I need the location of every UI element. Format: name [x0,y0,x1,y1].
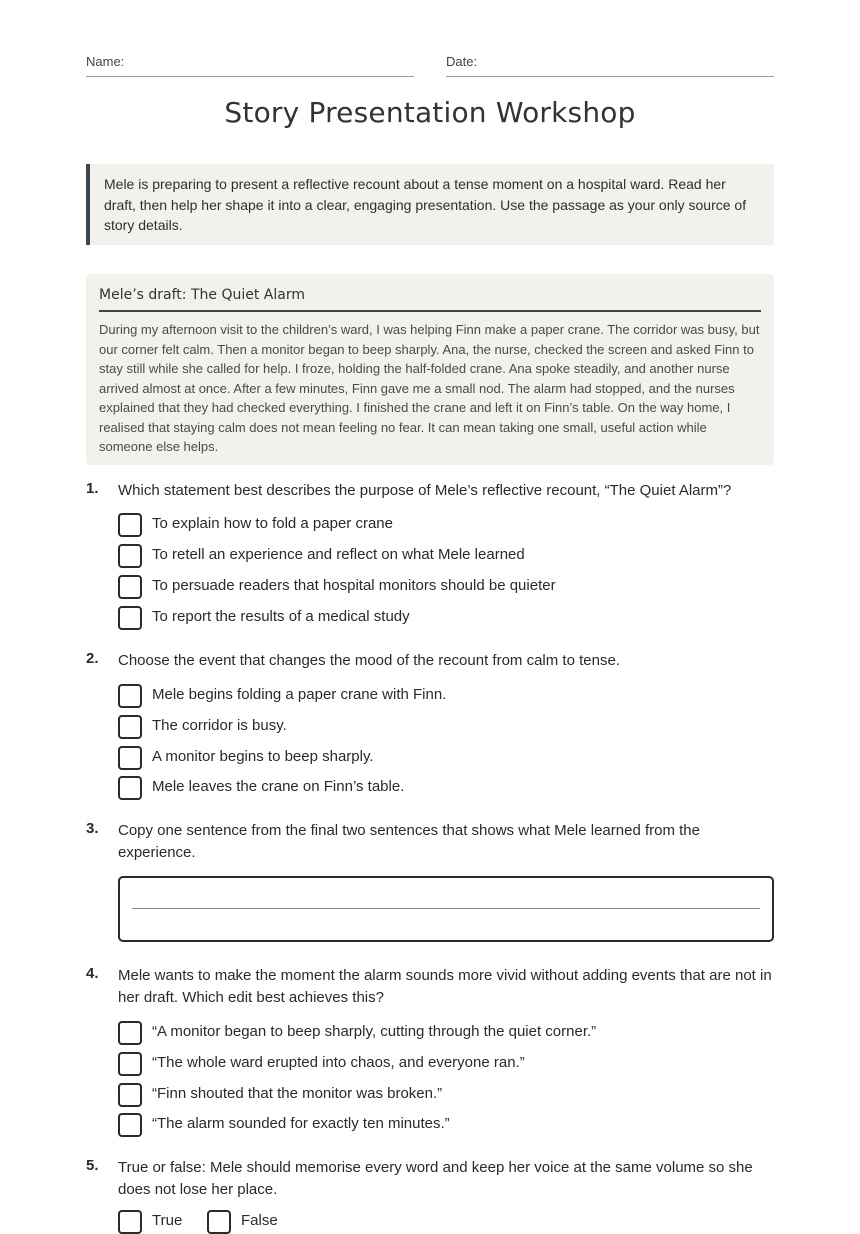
question-text: Copy one sentence from the final two sentences that shows what Mele learned from the experience. [118,822,700,861]
checkbox[interactable] [118,746,142,770]
question-2 [86,650,774,795]
question-text: Mele wants to make the moment the alarm sounds more vivid without adding events that are not in her draft. Which edit best achieves this? [118,967,772,1006]
question-text: Which statement best describes the purpose of Mele’s reflective recount, “The Quiet Alarm”? [118,482,732,499]
option-label: To retell an experience and reflect on what Mele learned [152,546,525,563]
option-label: A monitor begins to beep sharply. [152,748,374,765]
question-number: 5. [86,1157,99,1174]
option-label: True [152,1212,183,1229]
checkbox[interactable] [118,684,142,708]
intro-callout: Mele is preparing to present a reflective recount about a tense moment on a hospital ward. Read her draft, then help her shape it into a clear, engaging presentation. Use the passage as your only source of story details. [86,164,774,245]
checkbox[interactable] [207,1210,231,1234]
date-label: Date: [446,54,478,69]
checkbox[interactable] [118,544,142,568]
answer-line [132,908,760,909]
checkbox[interactable] [118,513,142,537]
option-label: To persuade readers that hospital monitors should be quieter [152,577,556,594]
option-label: The corridor is busy. [152,717,287,734]
option-label: “A monitor began to beep sharply, cutting through the quiet corner.” [152,1023,597,1040]
option-label: “Finn shouted that the monitor was broken.” [152,1085,443,1102]
checkbox[interactable] [118,1210,142,1234]
name-label: Name: [86,54,125,69]
option-label: Mele leaves the crane on Finn’s table. [152,778,405,795]
checkbox[interactable] [118,1052,142,1076]
question-text: Choose the event that changes the mood of the recount from calm to tense. [118,652,620,669]
date-field[interactable] [446,54,774,77]
question-text: True or false: Mele should memorise every word and keep her voice at the same volume so she does not lose her place. [118,1159,753,1198]
draft-text: During my afternoon visit to the children’s ward, I was helping Finn make a paper crane. The corridor was busy, but our corner felt calm. Then a monitor began to beep sharply. Ana, the nurse, checked the screen and asked Finn to stay still while she called for help. I froze, holding the half-folded crane. Ana spoke steadily, and another nurse arrived almost at once. After a few minutes, Finn gave me a small nod. The alarm had stopped, and the nurses explained that they had checked everything. I finished the crane and left it on Finn’s table. On the way home, I realised that staying calm does not mean feeling no fear. It can mean taking one small, useful action while someone else helps. [99,322,760,454]
checkbox[interactable] [118,715,142,739]
checkbox[interactable] [118,1113,142,1137]
question-number: 4. [86,965,99,982]
draft-panel [86,274,774,465]
option-label: To report the results of a medical study [152,608,410,625]
question-number: 1. [86,480,99,497]
answer-box[interactable] [118,876,774,942]
checkbox[interactable] [118,776,142,800]
checkbox[interactable] [118,1083,142,1107]
option-label: False [241,1212,278,1229]
question-number: 2. [86,650,99,667]
question-5 [86,1157,774,1229]
page-title: Story Presentation Workshop [224,96,636,129]
checkbox[interactable] [118,1021,142,1045]
name-field[interactable] [86,54,414,77]
question-number: 3. [86,820,99,837]
option-label: “The alarm sounded for exactly ten minutes.” [152,1115,450,1132]
question-1 [86,480,774,625]
option-label: To explain how to fold a paper crane [152,515,393,532]
question-3 [86,820,774,864]
option-label: “The whole ward erupted into chaos, and everyone ran.” [152,1054,525,1071]
question-4 [86,965,774,1132]
checkbox[interactable] [118,575,142,599]
checkbox[interactable] [118,606,142,630]
option-label: Mele begins folding a paper crane with Finn. [152,686,447,703]
draft-title: Mele’s draft: The Quiet Alarm [99,287,761,312]
